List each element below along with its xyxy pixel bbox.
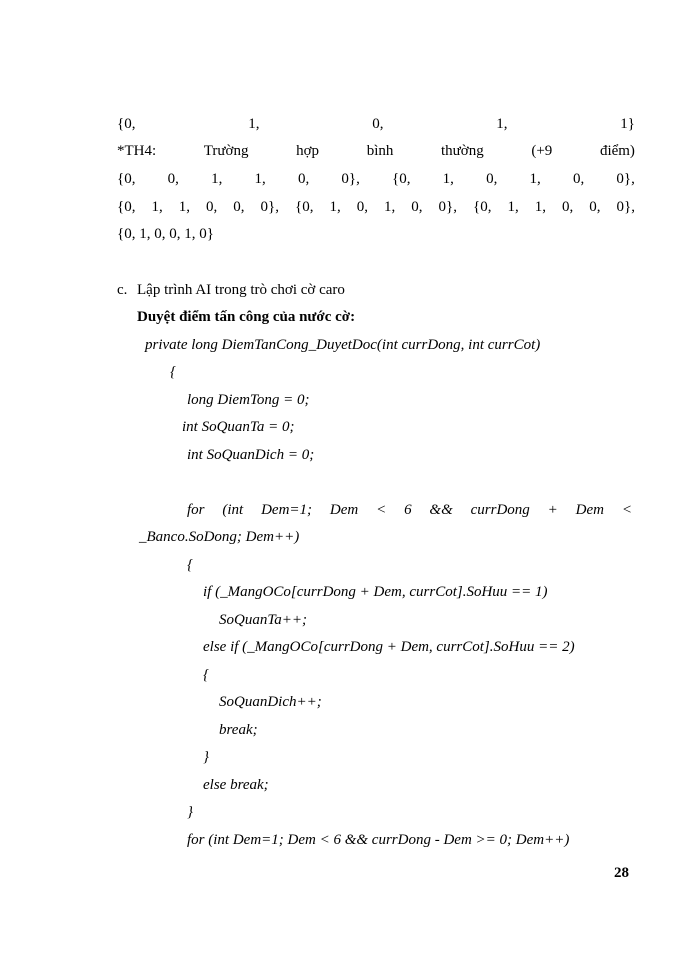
code-line-increment-dich: SoQuanDich++;: [219, 694, 322, 710]
data-row-5: {0, 1, 0, 0, 1, 0}: [117, 226, 214, 242]
code-line-soquanta: int SoQuanTa = 0;: [182, 419, 295, 435]
section-label: c.: [117, 282, 128, 298]
code-line-for-loop-2: for (int Dem=1; Dem < 6 && currDong - Dem >= 0; Dem++): [187, 832, 570, 848]
code-line-break: break;: [219, 722, 258, 738]
section-subtitle: Duyệt điểm tấn công của nước cờ:: [137, 309, 356, 325]
code-line-diemtong: long DiemTong = 0;: [187, 392, 310, 408]
code-line-for-loop: for (int Dem=1; Dem < 6 && currDong + Dem <: [187, 502, 632, 518]
code-line-brace: {: [187, 557, 193, 573]
code-line-brace: }: [203, 749, 209, 765]
data-row-3: {0, 0, 1, 1, 0, 0}, {0, 1, 0, 1, 0, 0},: [117, 171, 635, 187]
code-line-increment-ta: SoQuanTa++;: [219, 612, 308, 628]
code-line-else-break: else break;: [203, 777, 269, 793]
page-number: 28: [614, 865, 629, 881]
code-line-open-brace: {: [170, 364, 176, 380]
code-line-soquandich: int SoQuanDich = 0;: [187, 447, 315, 463]
code-line-signature: private long DiemTanCong_DuyetDoc(int currDong, int currCot): [145, 337, 541, 353]
data-row-1: {0, 1, 0, 1, 1}: [117, 116, 635, 132]
code-line-if: if (_MangOCo[currDong + Dem, currCot].SoHuu == 1): [203, 584, 548, 600]
code-line-else-if: else if (_MangOCo[currDong + Dem, currCot].SoHuu == 2): [203, 639, 575, 655]
section-title: Lập trình AI trong trò chơi cờ caro: [137, 282, 345, 298]
code-line-for-cont: _Banco.SoDong; Dem++): [139, 529, 300, 545]
code-line-brace: }: [187, 804, 193, 820]
code-line-brace: {: [203, 667, 209, 683]
data-row-4: {0, 1, 1, 0, 0, 0}, {0, 1, 0, 1, 0, 0}, {0, 1, 1, 0, 0, 0},: [117, 199, 635, 215]
case-heading-th4: *TH4: Trường hợp bình thường (+9 điểm): [117, 143, 635, 159]
